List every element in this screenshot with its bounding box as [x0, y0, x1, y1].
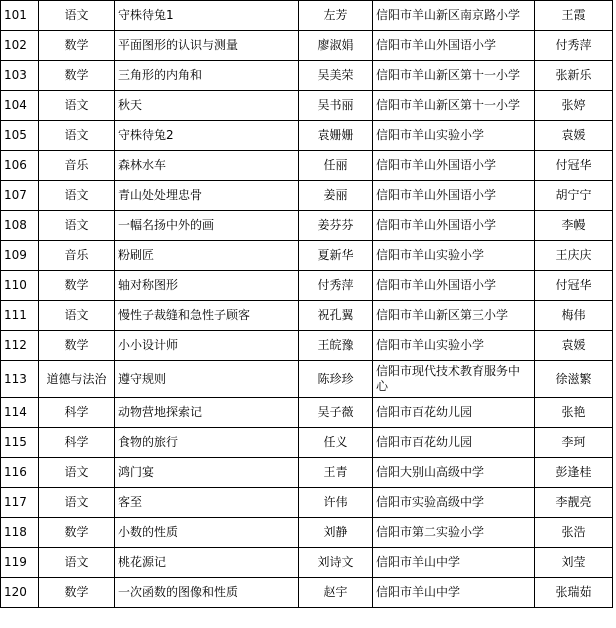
table-row [1, 398, 613, 428]
row-number-cell: 103 [1, 61, 39, 91]
school-cell: 信阳市羊山外国语小学 [373, 271, 535, 301]
table-row [1, 578, 613, 608]
teacher-cell: 赵宇 [299, 578, 373, 608]
lesson-title-cell: 森林水车 [115, 151, 299, 181]
teacher-cell: 姜芬芬 [299, 211, 373, 241]
teacher-cell: 祝孔翼 [299, 301, 373, 331]
lesson-title-cell: 守株待兔2 [115, 121, 299, 151]
lesson-title-cell: 一幅名扬中外的画 [115, 211, 299, 241]
lesson-title-cell: 慢性子裁缝和急性子顾客 [115, 301, 299, 331]
school-cell: 信阳市羊山中学 [373, 548, 535, 578]
row-number-cell: 115 [1, 428, 39, 458]
lesson-title-cell: 一次函数的图像和性质 [115, 578, 299, 608]
row-number-cell: 114 [1, 398, 39, 428]
lesson-title-cell: 粉刷匠 [115, 241, 299, 271]
row-number-cell: 118 [1, 518, 39, 548]
row-number-cell: 104 [1, 91, 39, 121]
coach-cell: 李靓亮 [535, 488, 613, 518]
subject-cell: 数学 [39, 578, 115, 608]
subject-cell: 道德与法治 [39, 361, 115, 398]
table-row [1, 271, 613, 301]
table-row [1, 211, 613, 241]
subject-cell: 语文 [39, 548, 115, 578]
school-cell: 信阳市羊山外国语小学 [373, 181, 535, 211]
teacher-cell: 吴书丽 [299, 91, 373, 121]
table-row [1, 61, 613, 91]
school-cell: 信阳市羊山新区第三小学 [373, 301, 535, 331]
school-cell: 信阳市实验高级中学 [373, 488, 535, 518]
school-cell: 信阳市第二实验小学 [373, 518, 535, 548]
lesson-title-cell: 桃花源记 [115, 548, 299, 578]
teacher-cell: 袁姗姗 [299, 121, 373, 151]
teacher-cell: 任义 [299, 428, 373, 458]
coach-cell: 张艳 [535, 398, 613, 428]
lesson-title-cell: 动物营地探索记 [115, 398, 299, 428]
school-cell: 信阳市羊山实验小学 [373, 241, 535, 271]
table-row [1, 301, 613, 331]
table-row [1, 31, 613, 61]
row-number-cell: 111 [1, 301, 39, 331]
school-cell: 信阳市羊山外国语小学 [373, 31, 535, 61]
lesson-title-cell: 守株待兔1 [115, 1, 299, 31]
coach-cell: 胡宁宁 [535, 181, 613, 211]
table-row [1, 548, 613, 578]
school-cell: 信阳市羊山实验小学 [373, 331, 535, 361]
subject-cell: 科学 [39, 398, 115, 428]
row-number-cell: 107 [1, 181, 39, 211]
school-cell: 信阳市羊山新区第十一小学 [373, 91, 535, 121]
teacher-cell: 刘诗文 [299, 548, 373, 578]
row-number-cell: 113 [1, 361, 39, 398]
table-row [1, 518, 613, 548]
table-body [1, 1, 613, 608]
lesson-title-cell: 三角形的内角和 [115, 61, 299, 91]
coach-cell: 张浩 [535, 518, 613, 548]
teacher-cell: 姜丽 [299, 181, 373, 211]
school-cell: 信阳市百花幼儿园 [373, 428, 535, 458]
coach-cell: 王霞 [535, 1, 613, 31]
coach-cell: 付冠华 [535, 151, 613, 181]
school-cell: 信阳市羊山外国语小学 [373, 151, 535, 181]
school-cell: 信阳市羊山外国语小学 [373, 211, 535, 241]
row-number-cell: 101 [1, 1, 39, 31]
subject-cell: 语文 [39, 181, 115, 211]
table-row [1, 1, 613, 31]
subject-cell: 数学 [39, 331, 115, 361]
row-number-cell: 106 [1, 151, 39, 181]
coach-cell: 张瑞茹 [535, 578, 613, 608]
subject-cell: 语文 [39, 91, 115, 121]
table-row [1, 488, 613, 518]
subject-cell: 语文 [39, 121, 115, 151]
coach-cell: 刘莹 [535, 548, 613, 578]
lesson-title-cell: 小小设计师 [115, 331, 299, 361]
lesson-title-cell: 鸿门宴 [115, 458, 299, 488]
subject-cell: 语文 [39, 458, 115, 488]
table-row [1, 458, 613, 488]
table-row [1, 151, 613, 181]
school-cell: 信阳大别山高级中学 [373, 458, 535, 488]
row-number-cell: 119 [1, 548, 39, 578]
table-row [1, 121, 613, 151]
school-cell: 信阳市羊山实验小学 [373, 121, 535, 151]
row-number-cell: 117 [1, 488, 39, 518]
school-cell: 信阳市羊山中学 [373, 578, 535, 608]
table-row [1, 91, 613, 121]
table-row [1, 241, 613, 271]
row-number-cell: 109 [1, 241, 39, 271]
teacher-cell: 吴子薇 [299, 398, 373, 428]
subject-cell: 语文 [39, 301, 115, 331]
lesson-title-cell: 客至 [115, 488, 299, 518]
school-cell: 信阳市现代技术教育服务中心 [373, 361, 535, 398]
coach-cell: 付冠华 [535, 271, 613, 301]
teacher-cell: 左芳 [299, 1, 373, 31]
teacher-cell: 陈珍珍 [299, 361, 373, 398]
teacher-cell: 王皖豫 [299, 331, 373, 361]
teacher-cell: 廖淑娟 [299, 31, 373, 61]
coach-cell: 袁媛 [535, 331, 613, 361]
subject-cell: 数学 [39, 518, 115, 548]
subject-cell: 数学 [39, 61, 115, 91]
row-number-cell: 102 [1, 31, 39, 61]
lesson-title-cell: 轴对称图形 [115, 271, 299, 301]
row-number-cell: 120 [1, 578, 39, 608]
school-cell: 信阳市百花幼儿园 [373, 398, 535, 428]
coach-cell: 彭逢桂 [535, 458, 613, 488]
coach-cell: 王庆庆 [535, 241, 613, 271]
table-row [1, 428, 613, 458]
teacher-cell: 王青 [299, 458, 373, 488]
teacher-cell: 任丽 [299, 151, 373, 181]
coach-cell: 徐滋繁 [535, 361, 613, 398]
table-row [1, 361, 613, 398]
subject-cell: 语文 [39, 211, 115, 241]
coach-cell: 梅伟 [535, 301, 613, 331]
lesson-title-cell: 小数的性质 [115, 518, 299, 548]
lesson-title-cell: 遵守规则 [115, 361, 299, 398]
lesson-title-cell: 青山处处埋忠骨 [115, 181, 299, 211]
lesson-title-cell: 平面图形的认识与测量 [115, 31, 299, 61]
teacher-cell: 刘静 [299, 518, 373, 548]
lesson-title-cell: 食物的旅行 [115, 428, 299, 458]
school-cell: 信阳市羊山新区第十一小学 [373, 61, 535, 91]
subject-cell: 音乐 [39, 151, 115, 181]
teacher-cell: 夏新华 [299, 241, 373, 271]
row-number-cell: 108 [1, 211, 39, 241]
subject-cell: 语文 [39, 1, 115, 31]
row-number-cell: 112 [1, 331, 39, 361]
subject-cell: 音乐 [39, 241, 115, 271]
school-cell: 信阳市羊山新区南京路小学 [373, 1, 535, 31]
subject-cell: 数学 [39, 271, 115, 301]
coach-cell: 张新乐 [535, 61, 613, 91]
lesson-title-cell: 秋天 [115, 91, 299, 121]
coach-cell: 付秀萍 [535, 31, 613, 61]
teacher-cell: 许伟 [299, 488, 373, 518]
coach-cell: 袁媛 [535, 121, 613, 151]
coach-cell: 李珂 [535, 428, 613, 458]
row-number-cell: 116 [1, 458, 39, 488]
table-row [1, 181, 613, 211]
subject-cell: 语文 [39, 488, 115, 518]
teacher-cell: 吴美荣 [299, 61, 373, 91]
coach-cell: 张婷 [535, 91, 613, 121]
row-number-cell: 110 [1, 271, 39, 301]
coach-cell: 李幔 [535, 211, 613, 241]
table-row [1, 331, 613, 361]
teacher-cell: 付秀萍 [299, 271, 373, 301]
row-number-cell: 105 [1, 121, 39, 151]
subject-cell: 科学 [39, 428, 115, 458]
subject-cell: 数学 [39, 31, 115, 61]
